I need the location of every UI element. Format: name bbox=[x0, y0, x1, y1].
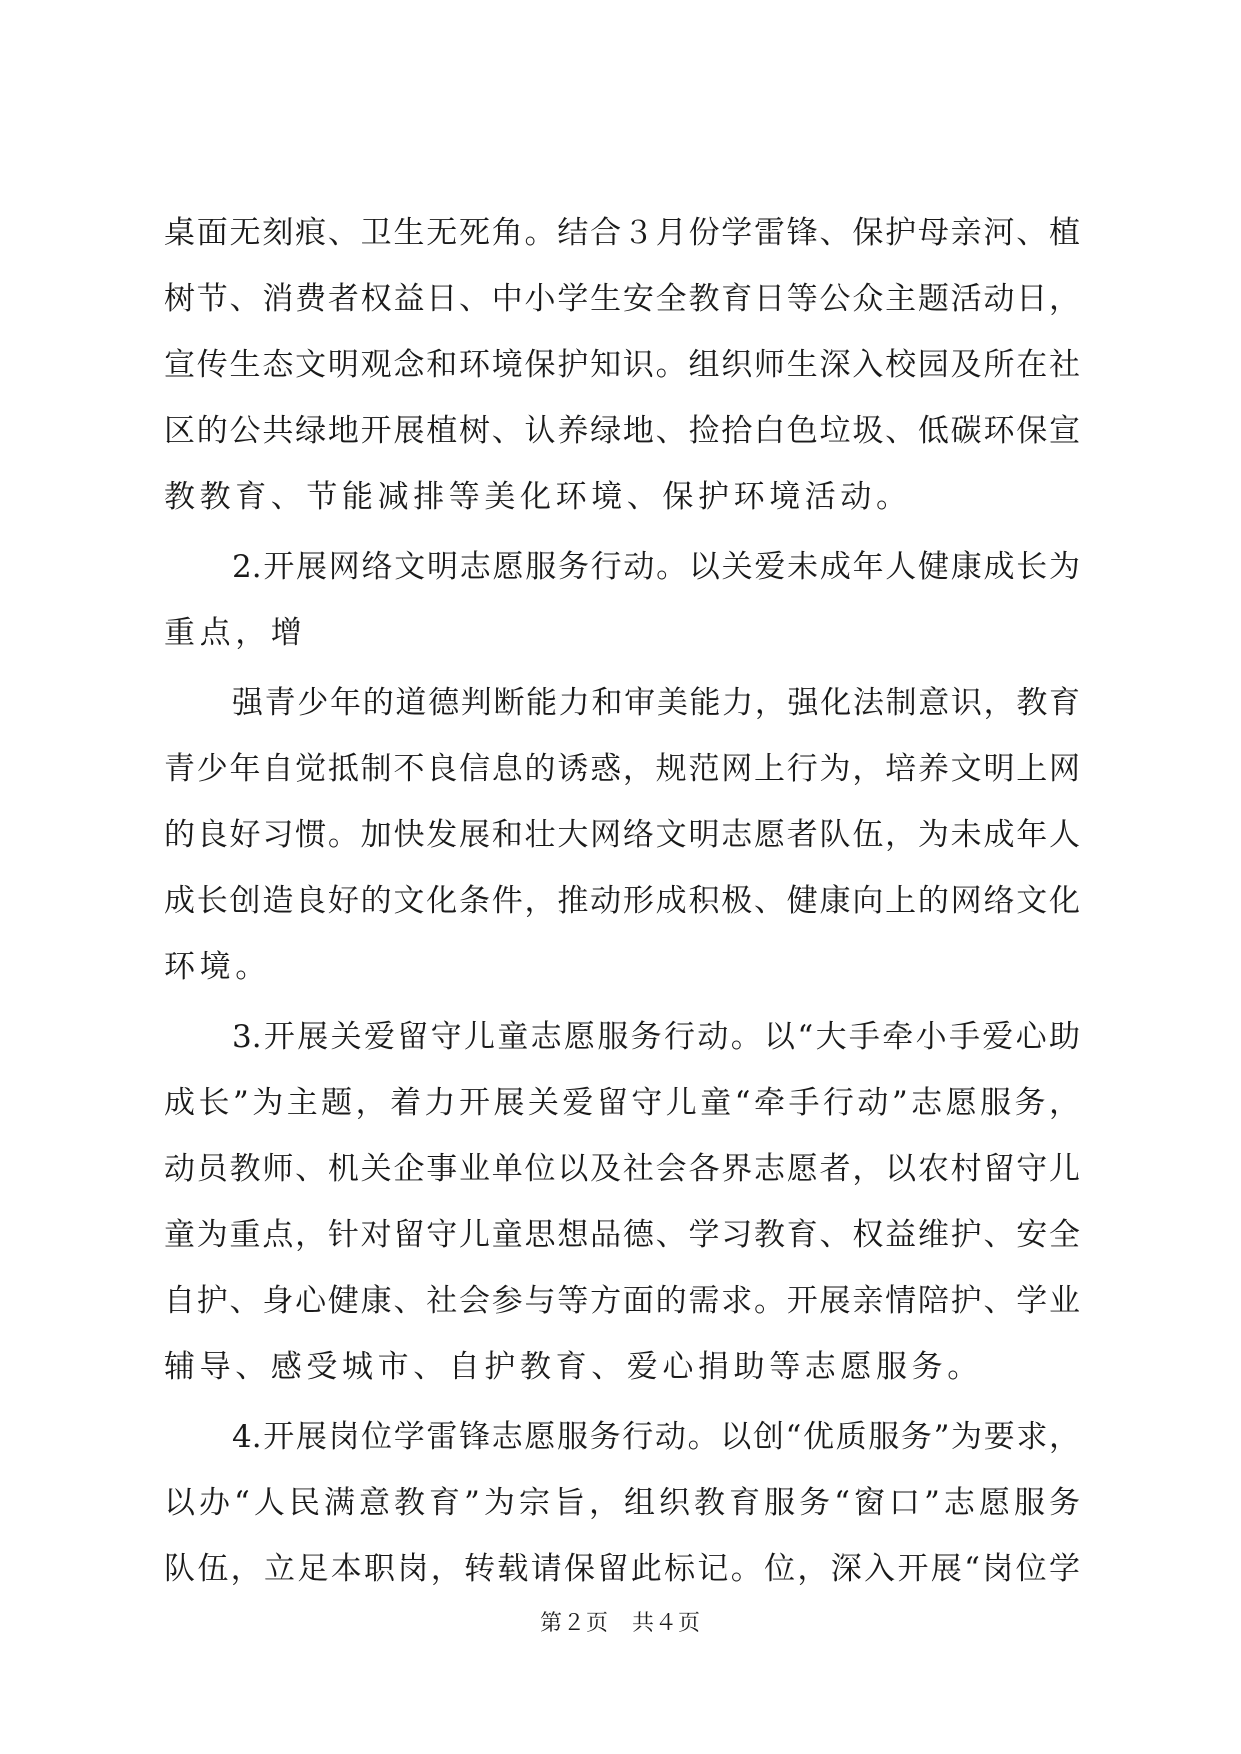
text-line: 的良好习惯。加快发展和壮大网络文明志愿者队伍，为未成年人 bbox=[164, 817, 1080, 853]
text-line: 树节、消费者权益日、中小学生安全教育日等公众主题活动日， bbox=[164, 281, 1080, 317]
text-line: 宣传生态文明观念和环境保护知识。组织师生深入校园及所在社 bbox=[164, 347, 1080, 383]
paragraph-start-line: 2.开展网络文明志愿服务行动。以关爱未成年人健康成长为 bbox=[232, 549, 1080, 585]
paragraph-start-line: 3.开展关爱留守儿童志愿服务行动。以“大手牵小手爱心助 bbox=[232, 1019, 1080, 1055]
page-number-footer: 第２页 共４页 bbox=[539, 1611, 701, 1636]
text-line: 教教育、节能减排等美化环境、保护环境活动。 bbox=[164, 479, 912, 515]
text-line: 自护、身心健康、社会参与等方面的需求。开展亲情陪护、学业 bbox=[164, 1283, 1080, 1319]
paragraph-start-line: 强青少年的道德判断能力和审美能力，强化法制意识，教育 bbox=[232, 685, 1080, 721]
text-line: 桌面无刻痕、卫生无死角。结合３月份学雷锋、保护母亲河、植 bbox=[164, 215, 1080, 251]
text-line: 环境。 bbox=[164, 949, 271, 985]
text-line: 童为重点，针对留守儿童思想品德、学习教育、权益维护、安全 bbox=[164, 1217, 1080, 1253]
document-body bbox=[164, 200, 1080, 1602]
text-line: 区的公共绿地开展植树、认养绿地、捡拾白色垃圾、低碳环保宣 bbox=[164, 413, 1080, 449]
text-line: 成长创造良好的文化条件，推动形成积极、健康向上的网络文化 bbox=[164, 883, 1080, 919]
text-line: 辅导、感受城市、自护教育、爱心捐助等志愿服务。 bbox=[164, 1349, 983, 1385]
text-line: 重点，增 bbox=[164, 615, 307, 651]
text-line: 队伍，立足本职岗，转载请保留此标记。位，深入开展“岗位学 bbox=[164, 1551, 1080, 1587]
paragraph-start-line: 4.开展岗位学雷锋志愿服务行动。以创“优质服务”为要求， bbox=[232, 1419, 1080, 1455]
text-line: 青少年自觉抵制不良信息的诱惑，规范网上行为，培养文明上网 bbox=[164, 751, 1080, 787]
text-line: 动员教师、机关企事业单位以及社会各界志愿者，以农村留守儿 bbox=[164, 1151, 1080, 1187]
text-line: 成长”为主题，着力开展关爱留守儿童“牵手行动”志愿服务， bbox=[164, 1085, 1080, 1121]
text-line: 以办“人民满意教育”为宗旨，组织教育服务“窗口”志愿服务 bbox=[164, 1485, 1080, 1521]
